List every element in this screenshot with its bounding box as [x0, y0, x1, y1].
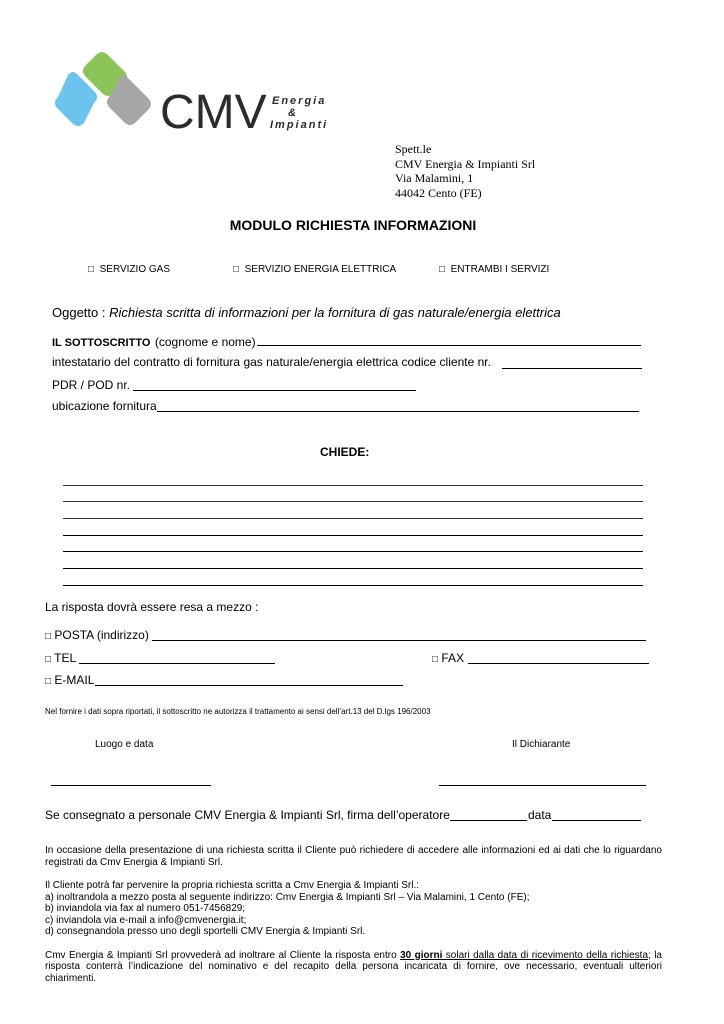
- request-text-line[interactable]: [63, 551, 643, 552]
- recipient-line-1: Spett.le: [395, 142, 432, 156]
- logo-sub-energia: Energia: [272, 95, 327, 107]
- checkbox-icon[interactable]: □: [233, 264, 240, 275]
- operator-signature-label: Se consegnato a personale CMV Energia & Impianti Srl, firma dell’operatore: [45, 808, 450, 822]
- response-option-tel[interactable]: [45, 651, 76, 665]
- checkbox-icon[interactable]: □: [45, 654, 52, 665]
- info-item-d: d) consegnandola presso uno degli sportelli CMV Energia & Impianti Srl.: [45, 926, 366, 937]
- subject-text: Richiesta scritta di informazioni per la fornitura di gas naturale/energia elettrica: [109, 305, 561, 320]
- logo-cmv-text: CMV: [160, 86, 267, 139]
- recipient-line-3: Via Malamini, 1: [395, 171, 474, 185]
- logo-sub-impianti: Impianti: [270, 119, 329, 131]
- fax-field[interactable]: [468, 663, 649, 664]
- place-date-label: Luogo e data: [95, 739, 154, 750]
- declarant-label: Il Dichiarante: [512, 739, 571, 750]
- privacy-note: Nel fornire i dati sopra riportati, il sottoscritto ne autorizza il trattamento ai sensi dell’art.13 del D.lgs 196/2003: [45, 707, 431, 716]
- tel-field[interactable]: [79, 663, 275, 664]
- signatory-label-bold: IL SOTTOSCRITTO: [52, 337, 151, 349]
- pdr-pod-field[interactable]: [133, 390, 416, 391]
- subject-label: Oggetto :: [52, 305, 106, 320]
- service-option-electric[interactable]: [233, 264, 396, 275]
- checkbox-icon[interactable]: □: [88, 264, 95, 275]
- info-p3-end: ; la risposta conterrà l’indicazione del nominativo e del recapito della persona incaricata di fornire, ove necessario, eventuali ulteriori chiarimenti.: [45, 949, 662, 984]
- signatory-name-field[interactable]: [257, 345, 641, 346]
- info-item-a: a) inoltrandola a mezzo posta al seguente indirizzo: Cmv Energia & Impianti Srl – Via Malamini, 1 Cento (FE);: [45, 891, 530, 903]
- subject-line: [52, 305, 561, 320]
- response-option-email[interactable]: [45, 673, 94, 687]
- info-paragraph-2-intro: Il Cliente potrà far pervenire la propria richiesta scritta a Cmv Energia & Impianti Srl.:: [45, 880, 420, 891]
- company-logo: [50, 50, 330, 140]
- request-text-line[interactable]: [63, 585, 643, 586]
- info-p3-bold: 30 giorni: [400, 949, 443, 961]
- operator-date-field[interactable]: [552, 820, 641, 821]
- checkbox-icon[interactable]: □: [45, 631, 52, 642]
- email-label: E-MAIL: [54, 673, 95, 687]
- response-method-heading: La risposta dovrà essere resa a mezzo :: [45, 600, 259, 614]
- service-label: SERVIZIO GAS: [99, 264, 170, 275]
- request-text-line[interactable]: [63, 535, 643, 536]
- info-paragraph-1: In occasione della presentazione di una richiesta scritta il Cliente può richiedere di accedere alle informazioni ed ai dati che lo riguardano registrati da Cmv Energia & Impianti Srl.: [45, 845, 662, 868]
- info-p3-underline: solari dalla data di ricevimento della richiesta: [442, 949, 649, 961]
- form-title: MODULO RICHIESTA INFORMAZIONI: [229, 217, 477, 233]
- post-address-field[interactable]: [152, 640, 646, 641]
- request-text-line[interactable]: [63, 568, 643, 569]
- checkbox-icon[interactable]: □: [439, 264, 446, 275]
- logo-sub-ampersand: &: [288, 107, 296, 119]
- response-option-post[interactable]: [45, 628, 149, 642]
- info-item-b: b) inviandola via fax al numero 051-7456829;: [45, 903, 246, 914]
- post-label: POSTA (indirizzo): [54, 628, 149, 642]
- checkbox-icon[interactable]: □: [432, 654, 439, 665]
- email-field[interactable]: [95, 685, 403, 686]
- info-section: [45, 845, 662, 984]
- request-heading: CHIEDE:: [320, 445, 370, 459]
- place-date-field[interactable]: [51, 785, 211, 786]
- supply-location-field[interactable]: [157, 411, 639, 412]
- recipient-line-2: CMV Energia & Impianti Srl: [395, 156, 536, 171]
- operator-date-label: data: [528, 808, 552, 822]
- supply-location-label: ubicazione fornitura: [52, 399, 157, 413]
- response-option-fax[interactable]: [432, 651, 464, 665]
- service-option-gas[interactable]: [88, 264, 170, 275]
- client-code-field[interactable]: [502, 368, 642, 369]
- recipient-address: [395, 142, 535, 200]
- request-text-line[interactable]: [63, 501, 643, 502]
- signatory-label-rest: (cognome e nome): [154, 335, 256, 349]
- recipient-line-4: 44042 Cento (FE): [395, 185, 482, 200]
- signatory-label: [52, 333, 256, 351]
- pdr-pod-label: PDR / POD nr.: [52, 378, 131, 392]
- service-label: ENTRAMBI I SERVIZI: [450, 264, 550, 275]
- contract-holder-label: intestatario del contratto di fornitura gas naturale/energia elettrica codice cliente nr.: [52, 355, 491, 369]
- service-option-both[interactable]: [439, 264, 549, 275]
- logo-mark: [50, 50, 330, 140]
- info-paragraph-3: [45, 950, 662, 985]
- service-label: SERVIZIO ENERGIA ELETTRICA: [244, 264, 397, 275]
- checkbox-icon[interactable]: □: [45, 676, 52, 687]
- operator-signature-field[interactable]: [450, 820, 527, 821]
- info-item-c: c) inviandola via e-mail a info@cmvenergia.it;: [45, 914, 247, 926]
- request-text-line[interactable]: [63, 485, 643, 486]
- request-text-line[interactable]: [63, 518, 643, 519]
- info-p3-start: Cmv Energia & Impianti Srl provvederà ad inoltrare al Cliente la risposta entro: [45, 949, 401, 961]
- declarant-signature-field[interactable]: [439, 785, 646, 786]
- fax-label: FAX: [441, 651, 465, 665]
- tel-label: TEL: [54, 651, 77, 665]
